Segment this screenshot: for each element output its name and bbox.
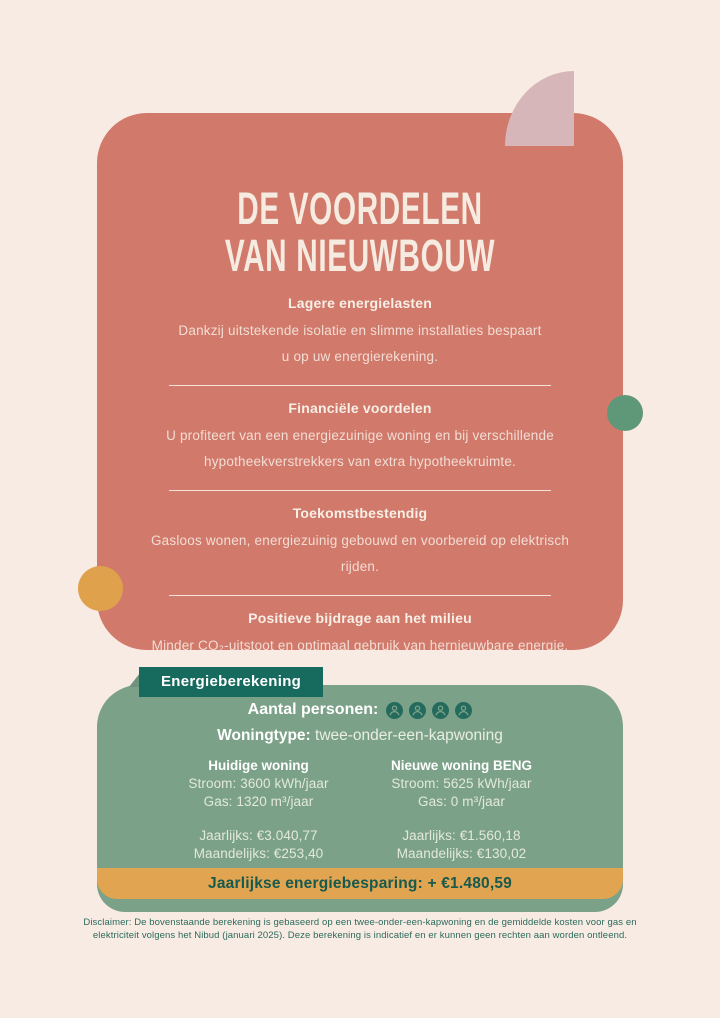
energy-calculation-card <box>97 673 623 912</box>
divider <box>169 385 551 386</box>
person-icon <box>455 702 472 719</box>
column-nieuwe-woning <box>360 757 563 863</box>
person-icons-group <box>386 702 472 719</box>
disclaimer <box>60 916 660 942</box>
benefit-section-milieu <box>139 610 581 659</box>
energieberekening-tag: Energieberekening <box>139 667 323 697</box>
person-icon <box>409 702 426 719</box>
green-circle-decoration <box>607 395 643 431</box>
gas-value: Gas: 1320 m³/jaar <box>203 794 314 809</box>
woningtype-row <box>97 724 623 748</box>
woningtype-label: Woningtype: <box>217 727 311 744</box>
divider <box>169 490 551 491</box>
page-title-line-1: DE VOORDELEN <box>237 183 483 234</box>
section-heading: Lagere energielasten <box>287 295 433 311</box>
section-heading: Financiële voordelen <box>288 400 432 416</box>
section-heading: Toekomstbestendig <box>292 505 428 521</box>
person-icon <box>386 702 403 719</box>
person-icon <box>432 702 449 719</box>
column-huidige-woning <box>157 757 360 863</box>
orange-circle-decoration <box>78 566 123 611</box>
section-text: Dankzij uitstekende isolatie en slimme installaties bespaart <box>178 323 542 338</box>
benefit-section-toekomst <box>139 505 581 580</box>
stroom-value: Stroom: 5625 kWh/jaar <box>391 776 532 791</box>
section-heading: Positieve bijdrage aan het milieu <box>248 610 472 626</box>
section-text: Gasloos wonen, energiezuinig gebouwd en voorbereid op elektrisch rijden. <box>150 533 570 574</box>
jaarlijks-value: Jaarlijks: €1.560,18 <box>402 828 521 843</box>
section-text: Minder CO₂-uitstoot en optimaal gebruik van hernieuwbare energie. <box>151 638 569 653</box>
section-text: U profiteert van een energiezuinige woning en bij verschillende <box>166 428 554 443</box>
page-title-line-2: VAN NIEUWBOUW <box>224 230 496 281</box>
savings-bar: Jaarlijkse energiebesparing: + €1.480,59 <box>97 868 623 899</box>
maandelijks-value: Maandelijks: €130,02 <box>396 846 527 861</box>
persons-label: Aantal personen: <box>247 701 379 718</box>
maandelijks-value: Maandelijks: €253,40 <box>193 846 324 861</box>
persons-row <box>97 698 623 722</box>
jaarlijks-value: Jaarlijks: €3.040,77 <box>199 828 318 843</box>
woningtype-value: twee-onder-een-kapwoning <box>315 727 503 744</box>
section-text: u op uw energierekening. <box>281 349 439 364</box>
column-title: Nieuwe woning BENG <box>390 758 532 773</box>
page-title <box>97 185 623 279</box>
quarter-circle-decoration <box>505 71 574 146</box>
benefits-card <box>97 113 623 653</box>
gas-value: Gas: 0 m³/jaar <box>418 794 505 809</box>
disclaimer-line: elektriciteit volgens het Nibud (januari 2025). Deze berekening is indicatief en er kunnen geen rechten aan worden ontleend. <box>92 930 628 941</box>
comparison-columns <box>97 757 623 863</box>
section-text: hypotheekverstrekkers van extra hypotheekruimte. <box>204 454 516 469</box>
column-title: Huidige woning <box>208 758 309 773</box>
stroom-value: Stroom: 3600 kWh/jaar <box>188 776 329 791</box>
benefit-section-energielasten <box>139 295 581 370</box>
benefit-section-financieel <box>139 400 581 475</box>
disclaimer-line: Disclaimer: De bovenstaande berekening is gebaseerd op een twee-onder-een-kapwoning en de gemiddelde kosten voor gas en <box>83 917 637 928</box>
divider <box>169 595 551 596</box>
